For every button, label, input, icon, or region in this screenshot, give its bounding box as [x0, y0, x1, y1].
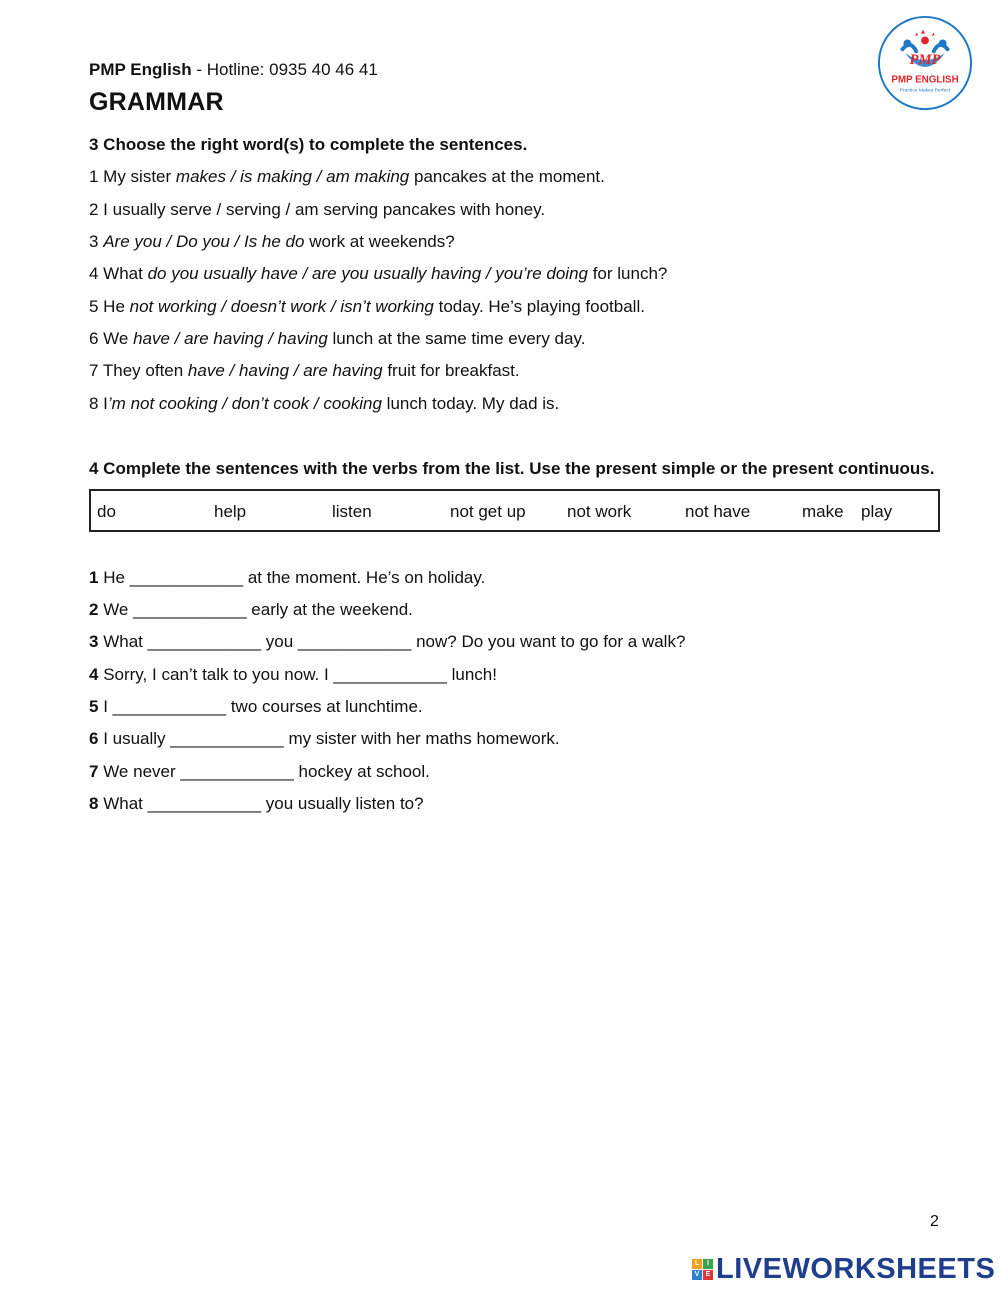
exercise4-item: 2 We ____________ early at the weekend. — [89, 600, 413, 619]
word-item: help — [214, 502, 247, 521]
exercise3-item: 1 My sister makes / is making / am making pancakes at the moment. — [89, 167, 605, 186]
word-item: make — [802, 502, 844, 521]
exercise4-item: 1 He ____________ at the moment. He’s on holiday. — [89, 568, 486, 587]
word-item: not have — [685, 502, 751, 521]
exercise3-item: 7 They often have / having / are having fruit for breakfast. — [89, 361, 520, 380]
liveworksheets-text: LIVEWORKSHEETS — [716, 1252, 996, 1285]
exercise4-heading: 4 Complete the sentences with the verbs from the list. Use the present simple or the present continuous. — [89, 459, 935, 478]
word-item: play — [861, 502, 893, 521]
exercise4-item: 7 We never ____________ hockey at school. — [89, 762, 430, 781]
exercise3-item: 4 What do you usually have / are you usually having / you’re doing for lunch? — [89, 264, 668, 283]
exercise3-heading: 3 Choose the right word(s) to complete the sentences. — [89, 135, 528, 154]
exercise3-item: 3 Are you / Do you / Is he do work at weekends? — [89, 232, 455, 251]
logo-tagline: Practice Makes Perfect — [899, 88, 951, 94]
header-line — [89, 60, 378, 80]
hotline: - Hotline: 0935 40 46 41 — [191, 60, 378, 79]
brand-name: PMP English — [89, 60, 192, 79]
word-item: do — [97, 502, 116, 521]
logo-text: PMP ENGLISH — [891, 74, 959, 86]
exercise4-item: 5 I ____________ two courses at lunchtime. — [89, 697, 423, 716]
exercise3-item: 2 I usually serve / serving / am serving pancakes with honey. — [89, 200, 546, 219]
logo-monogram: PMP — [909, 51, 941, 68]
exercise4-item: 6 I usually ____________ my sister with her maths homework. — [89, 729, 560, 748]
liveworksheets-logo[interactable] — [692, 1253, 995, 1285]
word-list-box — [89, 489, 940, 532]
exercise4-item: 4 Sorry, I can’t talk to you now. I ____________ lunch! — [89, 665, 497, 684]
exercise3-item: 8 I’m not cooking / don’t cook / cooking lunch today. My dad is. — [89, 394, 560, 413]
page-number: 2 — [930, 1213, 939, 1230]
exercise3-item: 6 We have / are having / having lunch at the same time every day. — [89, 329, 586, 348]
exercise4-item: 8 What ____________ you usually listen to? — [89, 794, 424, 813]
word-item: not work — [567, 502, 632, 521]
cube-icon: L I V E — [692, 1259, 713, 1280]
word-item: listen — [332, 502, 372, 521]
page-title: GRAMMAR — [89, 88, 224, 116]
pmp-logo — [876, 14, 974, 112]
exercise4-item: 3 What ____________ you ____________ now? Do you want to go for a walk? — [89, 632, 686, 651]
word-item: not get up — [450, 502, 526, 521]
exercise3-item: 5 He not working / doesn’t work / isn’t working today. He’s playing football. — [89, 297, 645, 316]
